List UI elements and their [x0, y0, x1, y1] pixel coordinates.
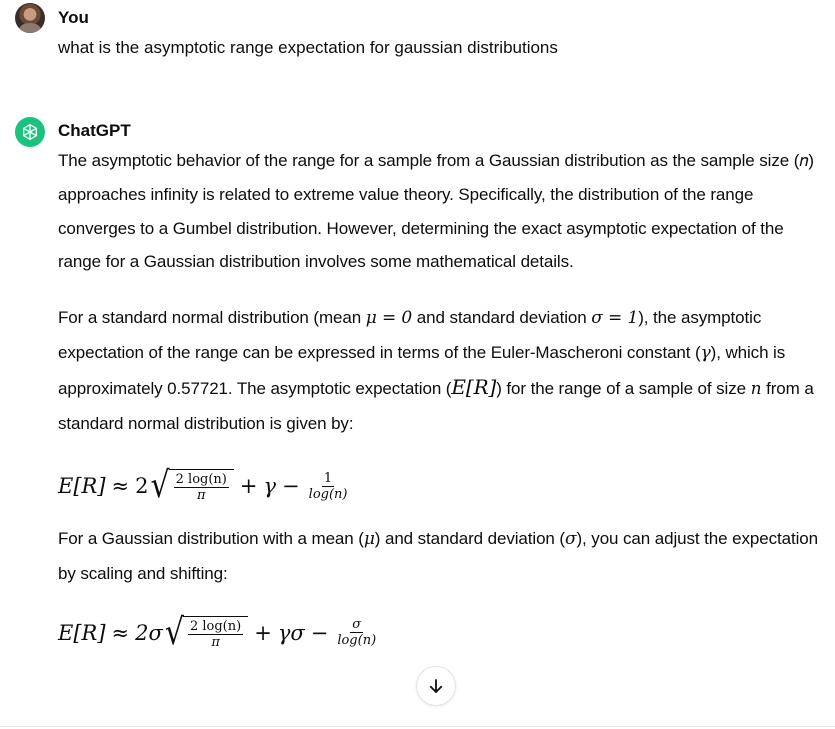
f2-frac-num: σ: [352, 617, 362, 633]
f1-approx: ≈: [111, 474, 130, 499]
f1-sqrt: [150, 464, 234, 507]
p2-text-b: and standard deviation: [412, 308, 592, 328]
f1-sqrt-body: [169, 469, 234, 503]
paragraph-1: The asymptotic behavior of the range for a sample from a Gaussian distribution as the sample size (𝑛) approaches infinity is related to extreme value theory. Specifically, the distribution of the range converges to a Gumbel distribution. However, determining the exact asymptotic expectation of the range for a Gaussian distribution involves some mathematical details.: [58, 151, 814, 272]
f1-sqrt-frac: [174, 472, 229, 503]
f1-frac-den: log(n): [308, 486, 348, 502]
formula-general-gaussian: [58, 605, 818, 661]
f1-frac-num: 1: [323, 470, 333, 486]
f1-lhs: E[R]: [58, 474, 106, 499]
arrow-down-icon: [427, 677, 445, 695]
f2-approx: ≈: [111, 620, 130, 645]
p2-text-c: ), the asymptotic expectation of the range can be expressed in terms of the Euler-Mascheroni constant (: [58, 308, 762, 362]
p2-text-e: ) for the range of a sample of size: [496, 378, 751, 398]
scroll-to-bottom-button[interactable]: [416, 666, 456, 706]
f1-coef: 2: [135, 474, 149, 499]
assistant-message-content: [58, 144, 818, 669]
f2-lhs: E[R]: [58, 620, 106, 645]
f2-sqrt-frac: [188, 619, 243, 650]
math-sigma: σ: [564, 529, 577, 550]
math-mu: μ: [363, 529, 375, 550]
f2-plus: +: [254, 620, 272, 645]
f2-frac-den: log(n): [337, 633, 377, 649]
f1-sqrt-num: 2 log(n): [175, 472, 227, 488]
f2-gamma-sigma: γσ: [277, 620, 305, 645]
f1-frac: [309, 471, 348, 502]
avatar-shoulders: [19, 23, 41, 33]
f1-sqrt-den: π: [196, 488, 206, 504]
p3-text-a: For a Gaussian distribution with a mean (: [58, 529, 364, 549]
math-sigma-eq: σ = 1: [591, 308, 639, 329]
p2-text-f: from a standard normal distribution is given by:: [58, 378, 814, 433]
user-author-name: You: [58, 8, 89, 27]
assistant-author-name: ChatGPT: [58, 121, 131, 140]
f2-sqrt-num: 2 log(n): [189, 618, 242, 634]
p2-text-a: For a standard normal distribution (mean: [58, 308, 366, 328]
f2-coef: 2σ: [135, 620, 163, 645]
divider: [0, 726, 835, 727]
f2-minus: −: [310, 620, 329, 645]
p3-text-c: ), you can adjust the expectation by scaling and shifting:: [58, 529, 818, 584]
f1-gamma: γ: [263, 474, 277, 499]
user-avatar[interactable]: [15, 3, 45, 33]
formula-standard-normal: [58, 458, 818, 514]
paragraph-3: [58, 522, 818, 591]
paragraph-2: [58, 301, 818, 440]
f2-sqrt-den: π: [211, 634, 220, 650]
math-n: n: [750, 378, 762, 399]
sqrt-radical-icon: √: [150, 464, 170, 507]
f2-frac: [337, 617, 376, 648]
p3-text-b: ) and standard deviation (: [374, 529, 565, 549]
math-mu-eq: μ = 0: [365, 308, 413, 329]
sqrt-radical-icon: √: [164, 611, 184, 654]
p2-text-d: ), which is approximately 0.57721. The asymptotic expectation (: [58, 342, 786, 398]
f1-plus: +: [239, 474, 258, 499]
f1-minus: −: [282, 474, 300, 499]
math-gamma: γ: [700, 342, 711, 363]
f2-sqrt-body: [183, 616, 248, 650]
f2-sqrt: [164, 611, 248, 654]
openai-logo-icon: [15, 117, 45, 147]
user-message-text: what is the asymptotic range expectation for gaussian distributions: [58, 38, 558, 57]
math-er: E[R]: [451, 374, 497, 399]
